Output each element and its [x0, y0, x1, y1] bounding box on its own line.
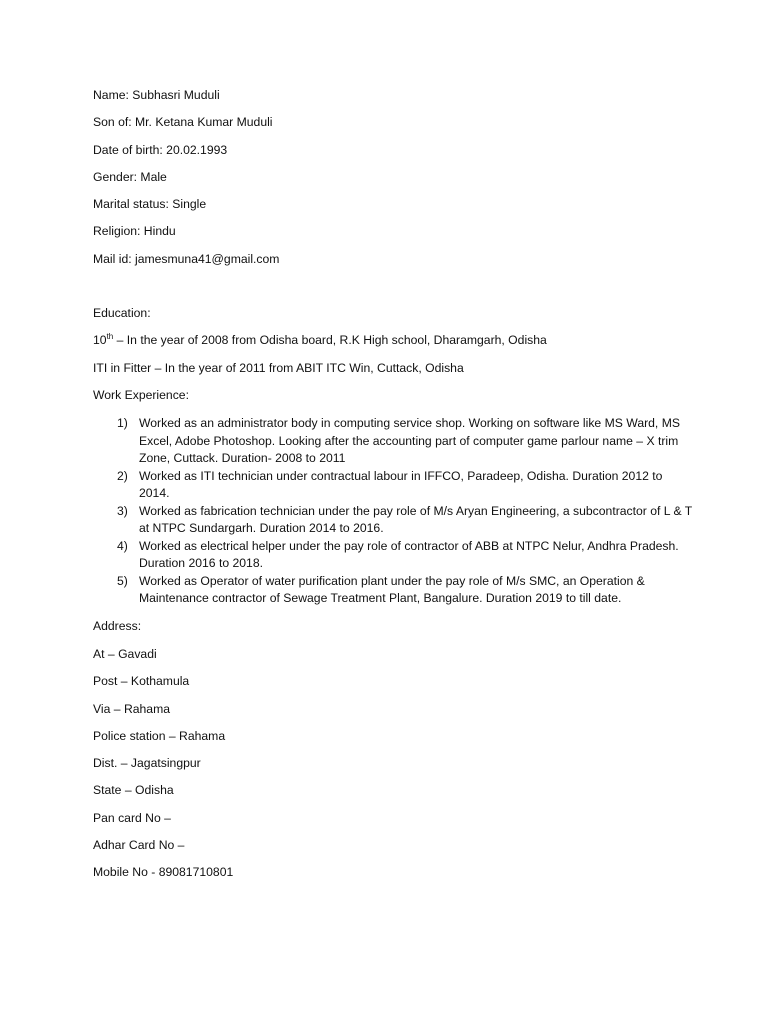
gender-line: Gender: Male	[93, 170, 167, 184]
address-at: At – Gavadi	[93, 647, 157, 661]
tenth-superscript: th	[106, 331, 114, 341]
address-state: State – Odisha	[93, 783, 174, 797]
item-text: Worked as fabrication technician under the pay role of M/s Aryan Engineering, a subcontractor of L & T at NTPC Sundargarh. Duration 2014 to 2016.	[139, 503, 693, 535]
education-tenth	[93, 333, 547, 347]
religion-line: Religion: Hindu	[93, 224, 176, 238]
adhar-card-line: Adhar Card No –	[93, 838, 185, 852]
item-number: 1)	[117, 416, 128, 430]
education-iti: ITI in Fitter – In the year of 2011 from ABIT ITC Win, Cuttack, Odisha	[93, 361, 464, 375]
item-text: Worked as Operator of water purification plant under the pay role of M/s SMC, an Operation & Maintenance contractor of Sewage Treatment Plant, Bangalure. Duration 2019 to till date.	[139, 573, 645, 605]
work-experience-item	[93, 503, 693, 538]
item-number: 2)	[117, 468, 128, 483]
marital-status-line: Marital status: Single	[93, 197, 207, 211]
dob-line: Date of birth: 20.02.1993	[93, 143, 228, 157]
mail-id-line: Mail id: jamesmuna41@gmail.com	[93, 252, 280, 266]
item-number: 5)	[117, 573, 128, 588]
son-of-line: Son of: Mr. Ketana Kumar Muduli	[93, 115, 273, 129]
work-experience-item	[93, 415, 693, 468]
address-district: Dist. – Jagatsingpur	[93, 756, 201, 770]
address-post: Post – Kothamula	[93, 674, 190, 688]
work-experience-item	[93, 538, 693, 573]
work-experience-heading: Work Experience:	[93, 388, 189, 402]
item-number: 4)	[117, 538, 128, 553]
education-heading: Education:	[93, 306, 151, 320]
tenth-detail: – In the year of 2008 from Odisha board, R.K High school, Dharamgarh, Odisha	[113, 333, 547, 347]
item-text: Worked as an administrator body in computing service shop. Working on software like MS Ward, MS Excel, Adobe Photoshop. Looking after the accounting part of computer game parlour name – X trim Zone, Cuttack. Duration- 2008 to 2011	[139, 416, 680, 465]
tenth-prefix: 10	[93, 333, 107, 347]
mobile-number-line: Mobile No - 89081710801	[93, 865, 234, 879]
pan-card-line: Pan card No –	[93, 811, 171, 825]
work-experience-list	[93, 415, 693, 608]
item-text: Worked as ITI technician under contractual labour in IFFCO, Paradeep, Odisha. Duration 2012 to 2014.	[139, 468, 663, 500]
work-experience-item	[93, 573, 693, 608]
address-heading: Address:	[93, 619, 142, 633]
item-number: 3)	[117, 503, 128, 518]
item-text: Worked as electrical helper under the pay role of contractor of ABB at NTPC Nelur, Andhra Pradesh. Duration 2016 to 2018.	[139, 538, 679, 570]
address-via: Via – Rahama	[93, 702, 171, 716]
address-police-station: Police station – Rahama	[93, 729, 226, 743]
work-experience-item	[93, 468, 693, 503]
name-line: Name: Subhasri Muduli	[93, 88, 220, 102]
